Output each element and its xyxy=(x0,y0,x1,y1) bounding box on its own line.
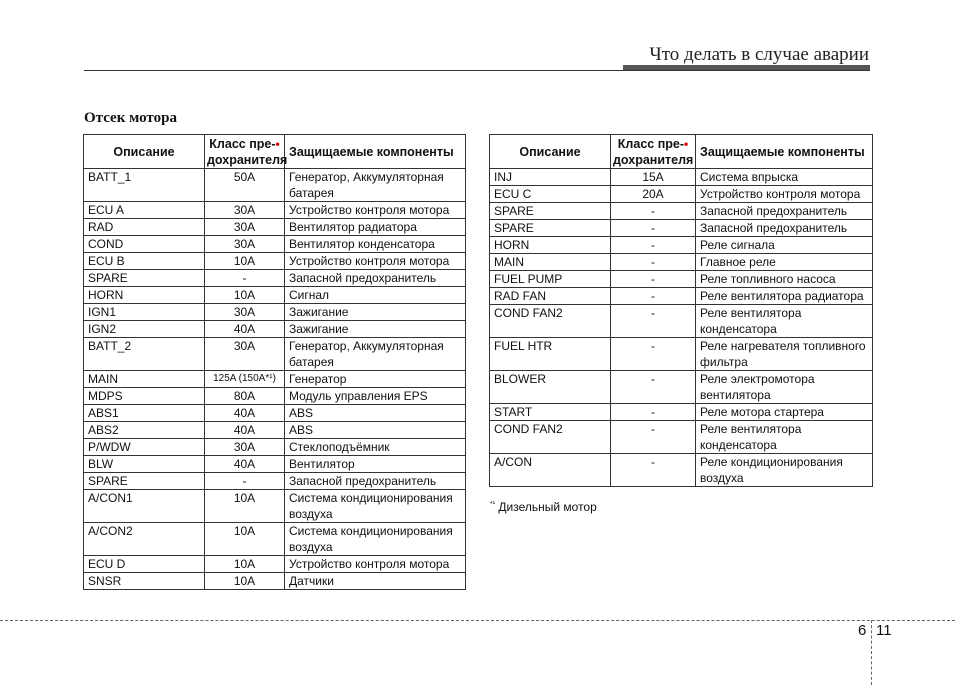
fuse-rating-cell: 30A xyxy=(205,219,285,236)
fuse-component-cell: Модуль управления EPS xyxy=(285,388,466,405)
fuse-component-cell: Датчики xyxy=(285,573,466,590)
col-header-description: Описание xyxy=(84,135,205,169)
fuse-name-cell: BATT_2 xyxy=(84,338,205,371)
fuse-rating-cell: - xyxy=(611,203,696,220)
fuse-rating-cell: 30A xyxy=(205,202,285,219)
fuse-rating-cell: 40A xyxy=(205,422,285,439)
table-row xyxy=(490,169,873,186)
fuse-rating-cell: 40A xyxy=(205,405,285,422)
fuse-rating-cell: 10A xyxy=(205,556,285,573)
fuse-name-cell: SNSR xyxy=(84,573,205,590)
fuse-component-cell: ABS xyxy=(285,422,466,439)
fuse-rating-cell: - xyxy=(611,305,696,338)
col-header-rating: Класс пре-• дохранителя xyxy=(205,135,285,169)
page-number: 11 xyxy=(876,622,892,639)
fuse-name-cell: SPARE xyxy=(490,220,611,237)
fuse-component-cell: Реле сигнала xyxy=(696,237,873,254)
table-row xyxy=(84,556,466,573)
fuse-rating-cell: - xyxy=(205,270,285,287)
table-header-row xyxy=(84,135,466,169)
fuse-name-cell: A/CON xyxy=(490,454,611,487)
fuse-name-cell: P/WDW xyxy=(84,439,205,456)
table-row xyxy=(490,421,873,454)
table-row xyxy=(84,371,466,388)
table-row xyxy=(84,456,466,473)
fuse-component-cell: Генератор, Аккумуляторная батарея xyxy=(285,338,466,371)
table-row xyxy=(84,304,466,321)
table-row xyxy=(84,338,466,371)
table-row xyxy=(490,288,873,305)
table-row xyxy=(490,271,873,288)
fuse-name-cell: ABS1 xyxy=(84,405,205,422)
fuse-rating-cell: 30A xyxy=(205,236,285,253)
col-header-description: Описание xyxy=(490,135,611,169)
fuse-rating-cell: - xyxy=(611,454,696,487)
col-header-rating: Класс пре-• дохранителя xyxy=(611,135,696,169)
table-row xyxy=(490,186,873,203)
table-row xyxy=(84,287,466,304)
fuse-rating-cell: - xyxy=(611,421,696,454)
fuse-component-cell: Устройство контроля мотора xyxy=(285,556,466,573)
fuse-name-cell: SPARE xyxy=(490,203,611,220)
fuse-name-cell: MDPS xyxy=(84,388,205,405)
fuse-rating-cell: 10A xyxy=(205,523,285,556)
table-row xyxy=(490,454,873,487)
table-row xyxy=(490,203,873,220)
table-row xyxy=(84,573,466,590)
table-row xyxy=(84,388,466,405)
fuse-name-cell: ECU D xyxy=(84,556,205,573)
table-row xyxy=(490,371,873,404)
fuse-name-cell: HORN xyxy=(490,237,611,254)
fuse-name-cell: RAD FAN xyxy=(490,288,611,305)
fuse-rating-cell: - xyxy=(611,288,696,305)
fuse-component-cell: Запасной предохранитель xyxy=(285,270,466,287)
table-row xyxy=(490,254,873,271)
table-row xyxy=(84,169,466,202)
fuse-component-cell: Устройство контроля мотора xyxy=(285,202,466,219)
fuse-rating-cell: - xyxy=(611,254,696,271)
fuse-rating-cell: 80A xyxy=(205,388,285,405)
fuse-name-cell: COND FAN2 xyxy=(490,421,611,454)
fuse-component-cell: Сигнал xyxy=(285,287,466,304)
table-row xyxy=(490,305,873,338)
fuse-name-cell: INJ xyxy=(490,169,611,186)
fuse-table-left xyxy=(83,134,466,590)
table-row xyxy=(84,523,466,556)
fuse-rating-cell: - xyxy=(205,473,285,490)
header-rule xyxy=(84,70,870,71)
table-row xyxy=(84,473,466,490)
fuse-name-cell: ECU B xyxy=(84,253,205,270)
fuse-name-cell: ABS2 xyxy=(84,422,205,439)
fuse-rating-cell: - xyxy=(611,237,696,254)
fuse-table-right xyxy=(489,134,873,487)
fuse-component-cell: Вентилятор радиатора xyxy=(285,219,466,236)
fuse-name-cell: MAIN xyxy=(490,254,611,271)
footnote xyxy=(490,500,597,514)
fuse-rating-cell: 10A xyxy=(205,287,285,304)
fuse-rating-cell: - xyxy=(611,220,696,237)
fuse-rating-cell: 30A xyxy=(205,439,285,456)
fuse-component-cell: Реле мотора стартера xyxy=(696,404,873,421)
fuse-component-cell: Реле электромотора вентилятора xyxy=(696,371,873,404)
page-divider-vertical xyxy=(871,620,872,685)
fuse-rating-cell: 30A xyxy=(205,304,285,321)
fuse-name-cell: A/CON2 xyxy=(84,523,205,556)
table-row xyxy=(84,236,466,253)
section-title: Отсек мотора xyxy=(84,110,177,126)
fuse-name-cell: BATT_1 xyxy=(84,169,205,202)
fuse-name-cell: FUEL PUMP xyxy=(490,271,611,288)
fuse-name-cell: START xyxy=(490,404,611,421)
table-row xyxy=(490,338,873,371)
fuse-rating-cell: - xyxy=(611,271,696,288)
fuse-name-cell: RAD xyxy=(84,219,205,236)
fuse-component-cell: Зажигание xyxy=(285,321,466,338)
table-row xyxy=(84,202,466,219)
table-row xyxy=(84,219,466,236)
fuse-component-cell: Реле топливного насоса xyxy=(696,271,873,288)
fuse-component-cell: Реле вентилятора конденсатора xyxy=(696,421,873,454)
table-row xyxy=(84,439,466,456)
fuse-component-cell: Главное реле xyxy=(696,254,873,271)
table-row xyxy=(490,220,873,237)
fuse-rating-cell: 40A xyxy=(205,321,285,338)
hyphen-dot-icon: • xyxy=(684,136,689,151)
fuse-component-cell: Генератор, Аккумуляторная батарея xyxy=(285,169,466,202)
fuse-component-cell: Зажигание xyxy=(285,304,466,321)
table-row xyxy=(490,237,873,254)
table-row xyxy=(84,270,466,287)
fuse-rating-cell: 10A xyxy=(205,573,285,590)
table-row xyxy=(84,405,466,422)
footnote-text: Дизельный мотор xyxy=(495,500,597,514)
fuse-rating-cell: 125A (150A*¹) xyxy=(205,371,285,388)
fuse-rating-cell: - xyxy=(611,371,696,404)
fuse-component-cell: Вентилятор конденсатора xyxy=(285,236,466,253)
fuse-rating-cell: - xyxy=(611,338,696,371)
chapter-title: Что делать в случае аварии xyxy=(649,44,869,65)
footnote-marker: *¹ xyxy=(490,501,496,508)
fuse-component-cell: Система кондиционирования воздуха xyxy=(285,523,466,556)
table-row xyxy=(84,253,466,270)
fuse-name-cell: SPARE xyxy=(84,473,205,490)
fuse-component-cell: Запасной предохранитель xyxy=(696,220,873,237)
fuse-name-cell: SPARE xyxy=(84,270,205,287)
fuse-component-cell: Система впрыска xyxy=(696,169,873,186)
fuse-rating-cell: 20A xyxy=(611,186,696,203)
fuse-component-cell: Стеклоподъёмник xyxy=(285,439,466,456)
fuse-name-cell: IGN1 xyxy=(84,304,205,321)
col-header-components: Защищаемые компоненты xyxy=(696,135,873,169)
fuse-name-cell: HORN xyxy=(84,287,205,304)
fuse-name-cell: FUEL HTR xyxy=(490,338,611,371)
fuse-name-cell: MAIN xyxy=(84,371,205,388)
table-row xyxy=(84,490,466,523)
table-row xyxy=(84,321,466,338)
section-number: 6 xyxy=(858,622,867,639)
table-row xyxy=(84,422,466,439)
fuse-component-cell: Система кондиционирования воздуха xyxy=(285,490,466,523)
page-divider xyxy=(0,620,955,621)
col-header-components: Защищаемые компоненты xyxy=(285,135,466,169)
fuse-name-cell: COND FAN2 xyxy=(490,305,611,338)
fuse-name-cell: ECU C xyxy=(490,186,611,203)
fuse-rating-cell: 15A xyxy=(611,169,696,186)
table-row xyxy=(490,404,873,421)
fuse-component-cell: Реле нагревателя топливного фильтра xyxy=(696,338,873,371)
fuse-component-cell: Реле кондиционирования воздуха xyxy=(696,454,873,487)
table-header-row xyxy=(490,135,873,169)
fuse-name-cell: IGN2 xyxy=(84,321,205,338)
fuse-rating-cell: 50A xyxy=(205,169,285,202)
fuse-rating-cell: 10A xyxy=(205,253,285,270)
fuse-rating-cell: - xyxy=(611,404,696,421)
fuse-component-cell: Запасной предохранитель xyxy=(285,473,466,490)
fuse-name-cell: A/CON1 xyxy=(84,490,205,523)
fuse-name-cell: COND xyxy=(84,236,205,253)
fuse-rating-cell: 40A xyxy=(205,456,285,473)
fuse-component-cell: Реле вентилятора конденсатора xyxy=(696,305,873,338)
fuse-component-cell: Реле вентилятора радиатора xyxy=(696,288,873,305)
fuse-name-cell: BLW xyxy=(84,456,205,473)
fuse-component-cell: Устройство контроля мотора xyxy=(696,186,873,203)
hyphen-dot-icon: • xyxy=(275,136,280,151)
fuse-rating-cell: 10A xyxy=(205,490,285,523)
fuse-name-cell: ECU A xyxy=(84,202,205,219)
fuse-component-cell: Генератор xyxy=(285,371,466,388)
fuse-component-cell: Устройство контроля мотора xyxy=(285,253,466,270)
fuse-name-cell: BLOWER xyxy=(490,371,611,404)
fuse-component-cell: Запасной предохранитель xyxy=(696,203,873,220)
fuse-rating-cell: 30A xyxy=(205,338,285,371)
fuse-component-cell: ABS xyxy=(285,405,466,422)
fuse-component-cell: Вентилятор xyxy=(285,456,466,473)
